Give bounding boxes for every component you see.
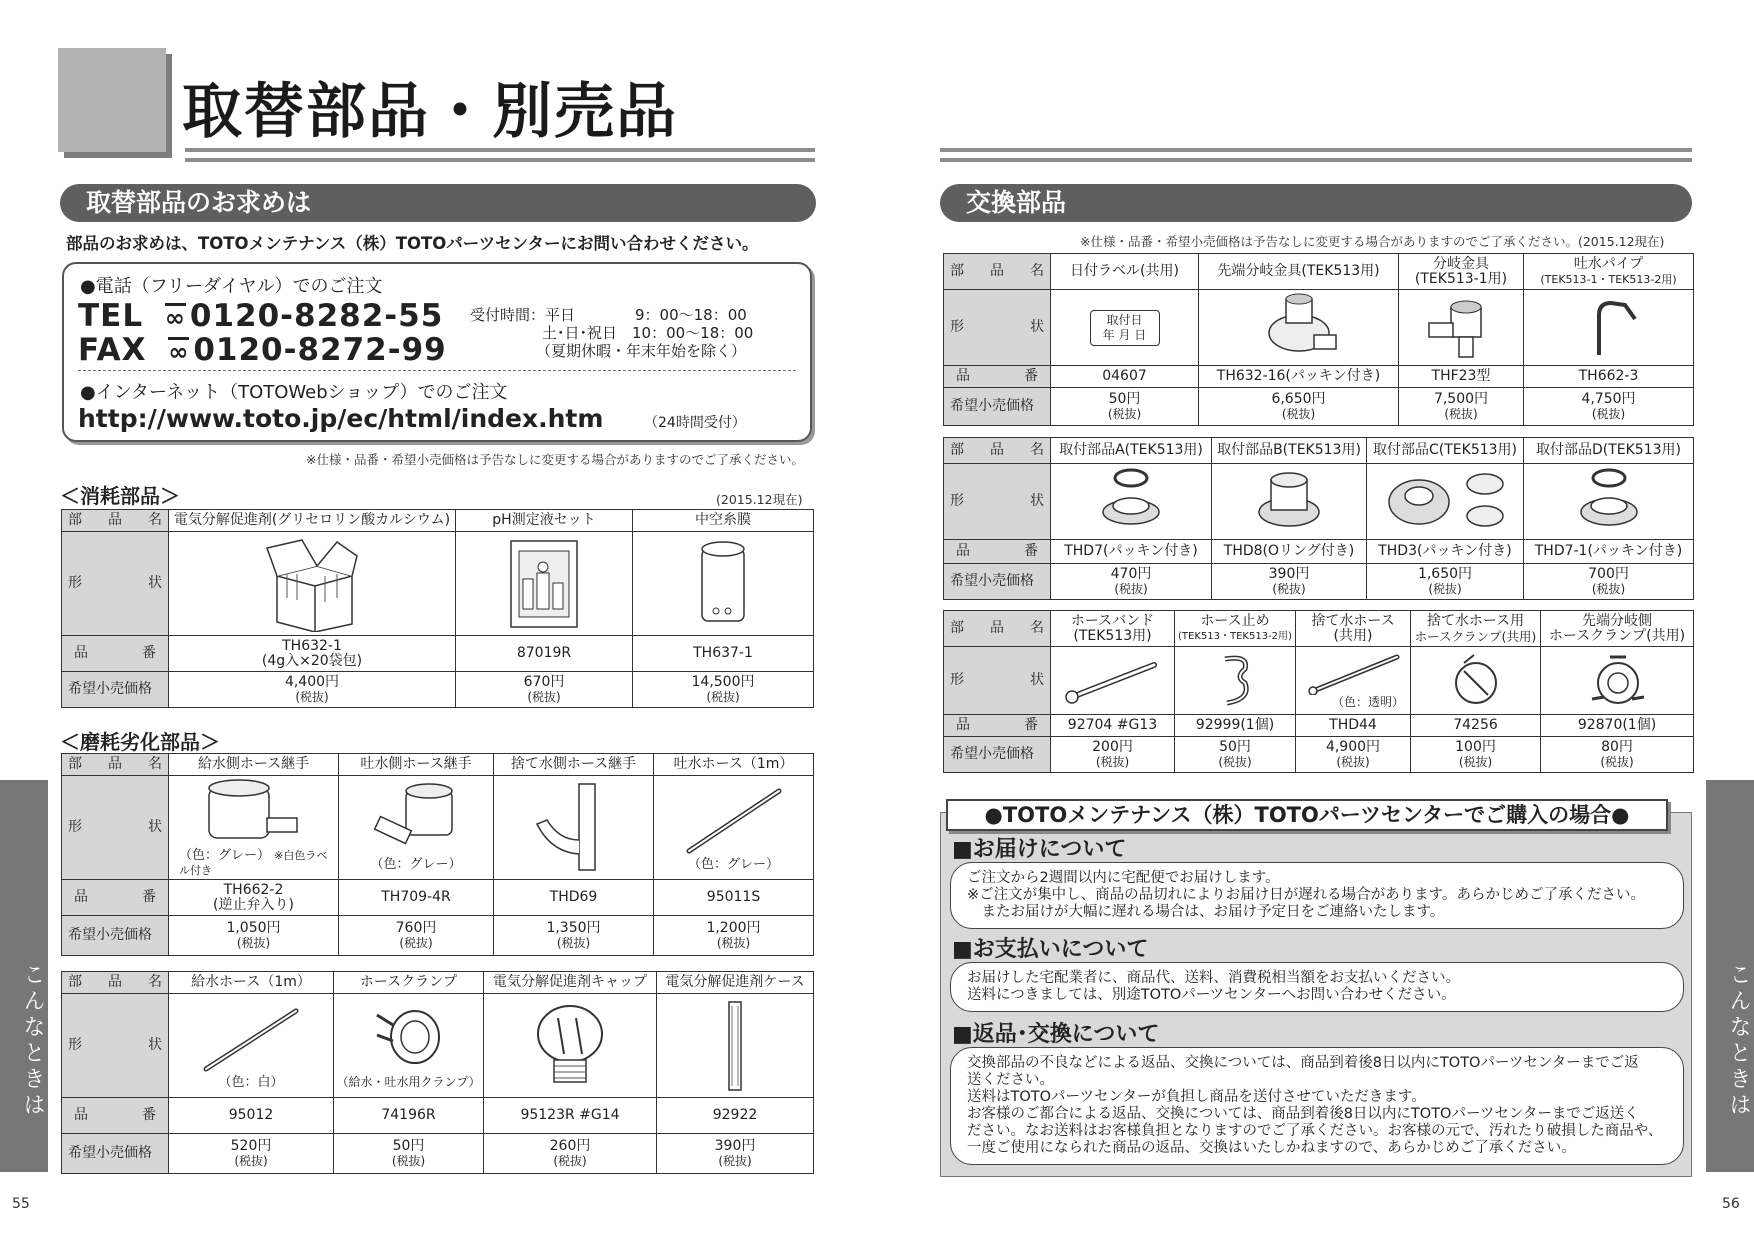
- side-tab-left: こんなときは: [0, 780, 48, 1172]
- ph-kit-icon: [509, 539, 579, 629]
- part-name: 捨て水側ホース継手: [494, 754, 654, 776]
- tel-label: TEL: [78, 298, 144, 334]
- part-image: [1399, 290, 1524, 366]
- label-name: 部 品 名: [62, 510, 169, 532]
- part-number: 95123R #G14: [484, 1098, 657, 1134]
- purchase-heading: ●TOTOメンテナンス（株）TOTOパーツセンターでご購入の場合●: [946, 799, 1668, 831]
- part-image: [456, 532, 633, 636]
- part-color-note: （色：白）: [218, 1075, 284, 1090]
- part-number: THD69: [494, 880, 654, 916]
- part-price: 760円 (税抜): [339, 916, 494, 956]
- part-number: THD7-1(パッキン付き): [1524, 540, 1694, 564]
- left-notice: ※仕様・品番・希望小売価格は予告なしに変更する場合がありますのでご了承ください。: [306, 452, 804, 467]
- order-box-divider: [78, 370, 796, 371]
- branch-clamp-icon: [1582, 651, 1652, 711]
- tip-branch-icon: [1254, 293, 1344, 363]
- payment-line: お届けした宅配業者に、商品代、送料、消費税相当額をお支払いください。: [967, 970, 1460, 986]
- part-number: 87019R: [456, 636, 633, 672]
- webshop-url[interactable]: http://www.toto.jp/ec/html/index.htm: [78, 404, 604, 433]
- membrane-icon: [698, 539, 748, 629]
- cap-icon: [530, 998, 610, 1094]
- delivery-line: またお届けが大幅に遅れる場合は、お届け予定日をご連絡いたします。: [967, 904, 1445, 920]
- part-image: [1051, 464, 1212, 540]
- payment-title: ■お支払いについて: [952, 937, 1149, 962]
- part-price: 50円 (税抜): [1175, 737, 1296, 773]
- part-image: [1175, 647, 1296, 715]
- phone-heading: ●電話（フリーダイヤル）でのご注文: [80, 276, 383, 297]
- part-number: 92704 #G13: [1051, 715, 1175, 737]
- consumables-table: [61, 509, 814, 708]
- part-name: 捨て水ホース (共用): [1296, 611, 1411, 647]
- part-name: 捨て水ホース用 ホースクランプ(共用): [1411, 611, 1541, 647]
- part-image: [1541, 647, 1694, 715]
- case-icon: [720, 998, 750, 1094]
- part-price: 260円 (税抜): [484, 1134, 657, 1174]
- mount-part-d-icon: [1569, 466, 1649, 538]
- part-color-note: （給水・吐水用クランプ）: [336, 1075, 481, 1089]
- title-rule-left: [185, 148, 815, 162]
- label-shape: 形 状: [62, 994, 169, 1098]
- part-name: ホースクランプ: [334, 972, 484, 994]
- label-price: 希望小売価格: [62, 916, 169, 956]
- part-price: 6,650円 (税抜): [1199, 388, 1399, 426]
- label-price: 希望小売価格: [944, 737, 1051, 773]
- part-number: 04607: [1051, 366, 1199, 388]
- part-price: 7,500円 (税抜): [1399, 388, 1524, 426]
- part-number: 74196R: [334, 1098, 484, 1134]
- title-rule-right: [940, 148, 1692, 162]
- part-image: [654, 776, 814, 880]
- part-number: 92999(1個): [1175, 715, 1296, 737]
- part-image: [169, 994, 334, 1098]
- label-price: 希望小売価格: [944, 564, 1051, 600]
- part-price: 700円 (税抜): [1524, 564, 1694, 600]
- hose-band-icon: [1058, 651, 1168, 711]
- label-shape: 形 状: [62, 776, 169, 880]
- part-number: THD3(パッキン付き): [1367, 540, 1524, 564]
- part-number: THF23型: [1399, 366, 1524, 388]
- part-price: 50円 (税抜): [1051, 388, 1199, 426]
- part-image: [1051, 647, 1175, 715]
- part-image: [1199, 290, 1399, 366]
- outlet-pipe-icon: [1569, 293, 1649, 363]
- part-name: 先端分岐金具(TEK513用): [1199, 254, 1399, 290]
- part-number: 92870(1個): [1541, 715, 1694, 737]
- hours-weekday: 受付時間：平日 9：00～18：00: [470, 306, 747, 324]
- part-image: [334, 994, 484, 1098]
- outlet-fitting-icon: [366, 783, 466, 857]
- part-price: 1,050円 (税抜): [169, 916, 339, 956]
- section-band-order: 取替部品のお求めは: [60, 184, 816, 222]
- freedial-icon: ∞: [164, 304, 186, 332]
- date-label-icon: 取付日 年 月 日: [1090, 310, 1160, 346]
- part-image: [169, 776, 339, 880]
- part-name: 取付部品B(TEK513用): [1212, 438, 1367, 464]
- page-title: 取替部品・別売品: [182, 77, 678, 147]
- hose-stopper-icon: [1205, 651, 1265, 711]
- part-price: 1,350円 (税抜): [494, 916, 654, 956]
- hours: [470, 306, 753, 360]
- part-number: THD44: [1296, 715, 1411, 737]
- wear-table-1: [61, 753, 814, 956]
- part-price: 100円 (税抜): [1411, 737, 1541, 773]
- part-name: 取付部品A(TEK513用): [1051, 438, 1212, 464]
- page-number-right: 56: [1722, 1196, 1740, 1212]
- label-number: 品 番: [62, 636, 169, 672]
- part-number: TH637-1: [633, 636, 814, 672]
- part-name: 取付部品C(TEK513用): [1367, 438, 1524, 464]
- section-band-exchange: 交換部品: [940, 184, 1692, 222]
- part-price: 80円 (税抜): [1541, 737, 1694, 773]
- label-price: 希望小売価格: [62, 672, 169, 708]
- delivery-line: ご注文から2週間以内に宅配便でお届けします。: [967, 870, 1280, 886]
- part-price: 14,500円 (税抜): [633, 672, 814, 708]
- part-image: [169, 532, 456, 636]
- fax-number: 0120-8272-99: [193, 332, 447, 368]
- part-color-note: （色：グレー）: [179, 847, 271, 863]
- label-number: 品 番: [62, 880, 169, 916]
- right-notice: ※仕様・品番・希望小売価格は予告なしに変更する場合がありますのでご了承ください。(2015.12現在): [1080, 234, 1665, 249]
- consumables-date: (2015.12現在): [716, 492, 803, 507]
- label-shape: 形 状: [62, 532, 169, 636]
- part-color-note: （色：グレー）: [687, 857, 779, 872]
- mount-part-c-icon: [1375, 466, 1515, 538]
- page-number-left: 55: [12, 1196, 30, 1212]
- internet-heading: ●インターネット（TOTOWebショップ）でのご注文: [80, 382, 508, 403]
- part-name: 日付ラベル(共用): [1051, 254, 1199, 290]
- part-number: 74256: [1411, 715, 1541, 737]
- part-number: TH632-16(パッキン付き): [1199, 366, 1399, 388]
- part-name: 吐水側ホース継手: [339, 754, 494, 776]
- part-name: 先端分岐側 ホースクランプ(共用): [1541, 611, 1694, 647]
- returns-line: ださい。なお送料はお客様負担となりますのでご了承ください。お客様の元で、汚れたり破損した商品や、: [967, 1123, 1663, 1139]
- returns-title: ■返品･交換について: [952, 1022, 1160, 1047]
- part-image: [484, 994, 657, 1098]
- label-shape: 形 状: [944, 290, 1051, 366]
- part-image: [633, 532, 814, 636]
- part-name: 取付部品D(TEK513用): [1524, 438, 1694, 464]
- delivery-box: [950, 862, 1684, 929]
- returns-line: 一度ご使用になられた商品の返品、交換はいたしかねますので、あらかじめご了承ください。: [967, 1140, 1576, 1156]
- part-image: [1212, 464, 1367, 540]
- part-image: [339, 776, 494, 880]
- part-number: THD7(パッキン付き): [1051, 540, 1212, 564]
- returns-line: お客様のご都合による返品、交換については、商品到着後8日以内にTOTOパーツセンターまでご返送く: [967, 1106, 1639, 1122]
- part-name: 給水側ホース継手: [169, 754, 339, 776]
- label-name: 部 品 名: [944, 254, 1051, 290]
- part-name: 電気分解促進剤キャップ: [484, 972, 657, 994]
- part-number: 92922: [657, 1098, 814, 1134]
- label-note: ※白色ラベル付き: [179, 848, 328, 877]
- returns-line: 送料はTOTOパーツセンターが負担し商品を送付させていただきます。: [967, 1089, 1426, 1105]
- consumables-title: ＜消耗部品＞: [60, 484, 180, 508]
- freedial-icon: ∞: [168, 338, 190, 366]
- supply-hose-icon: [196, 1001, 306, 1075]
- returns-box: [950, 1047, 1684, 1165]
- returns-line: 送ください。: [967, 1072, 1054, 1088]
- outlet-hose-icon: [679, 783, 789, 857]
- box-icon: [257, 536, 367, 632]
- wear-title: ＜磨耗劣化部品＞: [60, 730, 220, 754]
- part-image: [1367, 464, 1524, 540]
- drain-fitting-icon: [529, 780, 619, 876]
- part-price: 50円 (税抜): [334, 1134, 484, 1174]
- payment-box: [950, 962, 1684, 1012]
- part-image: [1524, 290, 1694, 366]
- delivery-line: ※ご注文が集中し、商品の品切れによりお届け日が遅れる場合があります。あらかじめご了承ください。: [967, 887, 1645, 903]
- part-image: [1411, 647, 1541, 715]
- side-tab-right: こんなときは: [1706, 780, 1754, 1172]
- title-block: [58, 48, 166, 152]
- part-image: [1524, 464, 1694, 540]
- drain-hose-icon: [1303, 651, 1403, 695]
- label-price: 希望小売価格: [944, 388, 1051, 426]
- part-name: pH測定液セット: [456, 510, 633, 532]
- branch-fitting-icon: [1421, 293, 1501, 363]
- label-number: 品 番: [944, 715, 1051, 737]
- label-name: 部 品 名: [62, 754, 169, 776]
- part-color-note: （色：グレー）: [370, 857, 462, 872]
- label-number: 品 番: [944, 366, 1051, 388]
- tel-line: [78, 298, 443, 334]
- part-number: TH662-2 (逆止弁入り): [169, 880, 339, 916]
- part-name: 吐水ホース（1m）: [654, 754, 814, 776]
- part-name: 電気分解促進剤ケース: [657, 972, 814, 994]
- part-image: [657, 994, 814, 1098]
- part-price: 200円 (税抜): [1051, 737, 1175, 773]
- part-name: ホース止め (TEK513・TEK513-2用): [1175, 611, 1296, 647]
- fax-label: FAX: [78, 332, 147, 368]
- label-name: 部 品 名: [944, 438, 1051, 464]
- wear-table-2: [61, 971, 814, 1174]
- part-number: 95012: [169, 1098, 334, 1134]
- returns-line: 交換部品の不良などによる返品、交換については、商品到着後8日以内にTOTOパーツセンターまでご返: [967, 1055, 1639, 1071]
- part-price: 670円 (税抜): [456, 672, 633, 708]
- exchange-table-3: [943, 610, 1694, 773]
- delivery-title: ■お届けについて: [952, 837, 1127, 862]
- tel-number[interactable]: 0120-8282-55: [189, 298, 444, 334]
- part-number: 95011S: [654, 880, 814, 916]
- part-price: 470円 (税抜): [1051, 564, 1212, 600]
- label-number: 品 番: [62, 1098, 169, 1134]
- part-name: 中空糸膜: [633, 510, 814, 532]
- part-image: [1051, 290, 1199, 366]
- part-price: 520円 (税抜): [169, 1134, 334, 1174]
- label-shape: 形 状: [944, 647, 1051, 715]
- drain-clamp-icon: [1446, 653, 1506, 709]
- part-number: THD8(Oリング付き): [1212, 540, 1367, 564]
- order-box: [62, 262, 812, 442]
- hose-clamp-icon: [369, 1001, 449, 1075]
- hours-exclusion: （夏期休暇・年末年始を除く）: [536, 342, 747, 360]
- mount-part-a-icon: [1091, 466, 1171, 538]
- part-image: [1296, 647, 1411, 715]
- part-name: 分岐金具 (TEK513-1用): [1399, 254, 1524, 290]
- label-shape: 形 状: [944, 464, 1051, 540]
- fax-line: [78, 332, 447, 368]
- part-name: 吐水パイプ (TEK513-1・TEK513-2用): [1524, 254, 1694, 290]
- mount-part-b-icon: [1249, 466, 1329, 538]
- part-name: 電気分解促進剤(グリセロリン酸カルシウム): [169, 510, 456, 532]
- label-name: 部 品 名: [944, 611, 1051, 647]
- part-color-note: （色：透明）: [1331, 695, 1404, 709]
- part-price: 4,750円 (税抜): [1524, 388, 1694, 426]
- part-price: 1,650円 (税抜): [1367, 564, 1524, 600]
- part-number: TH632-1 (4g入×20袋包): [169, 636, 456, 672]
- exchange-table-2: [943, 437, 1694, 600]
- part-name: 給水ホース（1m）: [169, 972, 334, 994]
- label-number: 品 番: [944, 540, 1051, 564]
- url-note: （24時間受付）: [644, 415, 746, 431]
- part-number: TH662-3: [1524, 366, 1694, 388]
- exchange-table-1: [943, 253, 1694, 426]
- part-image: [494, 776, 654, 880]
- part-price: 390円 (税抜): [1212, 564, 1367, 600]
- payment-line: 送料につきましては、別途TOTOパーツセンターへお問い合わせください。: [967, 987, 1456, 1003]
- part-name: ホースバンド (TEK513用): [1051, 611, 1175, 647]
- hours-weekend: 土･日･祝日 10：00～18：00: [542, 324, 754, 342]
- supply-fitting-icon: [199, 778, 309, 848]
- part-price: 4,900円 (税抜): [1296, 737, 1411, 773]
- part-number: TH709-4R: [339, 880, 494, 916]
- part-price: 4,400円 (税抜): [169, 672, 456, 708]
- label-name: 部 品 名: [62, 972, 169, 994]
- part-price: 1,200円 (税抜): [654, 916, 814, 956]
- intro-text: 部品のお求めは、TOTOメンテナンス（株）TOTOパーツセンターにお問い合わせください。: [66, 234, 759, 253]
- label-price: 希望小売価格: [62, 1134, 169, 1174]
- part-price: 390円 (税抜): [657, 1134, 814, 1174]
